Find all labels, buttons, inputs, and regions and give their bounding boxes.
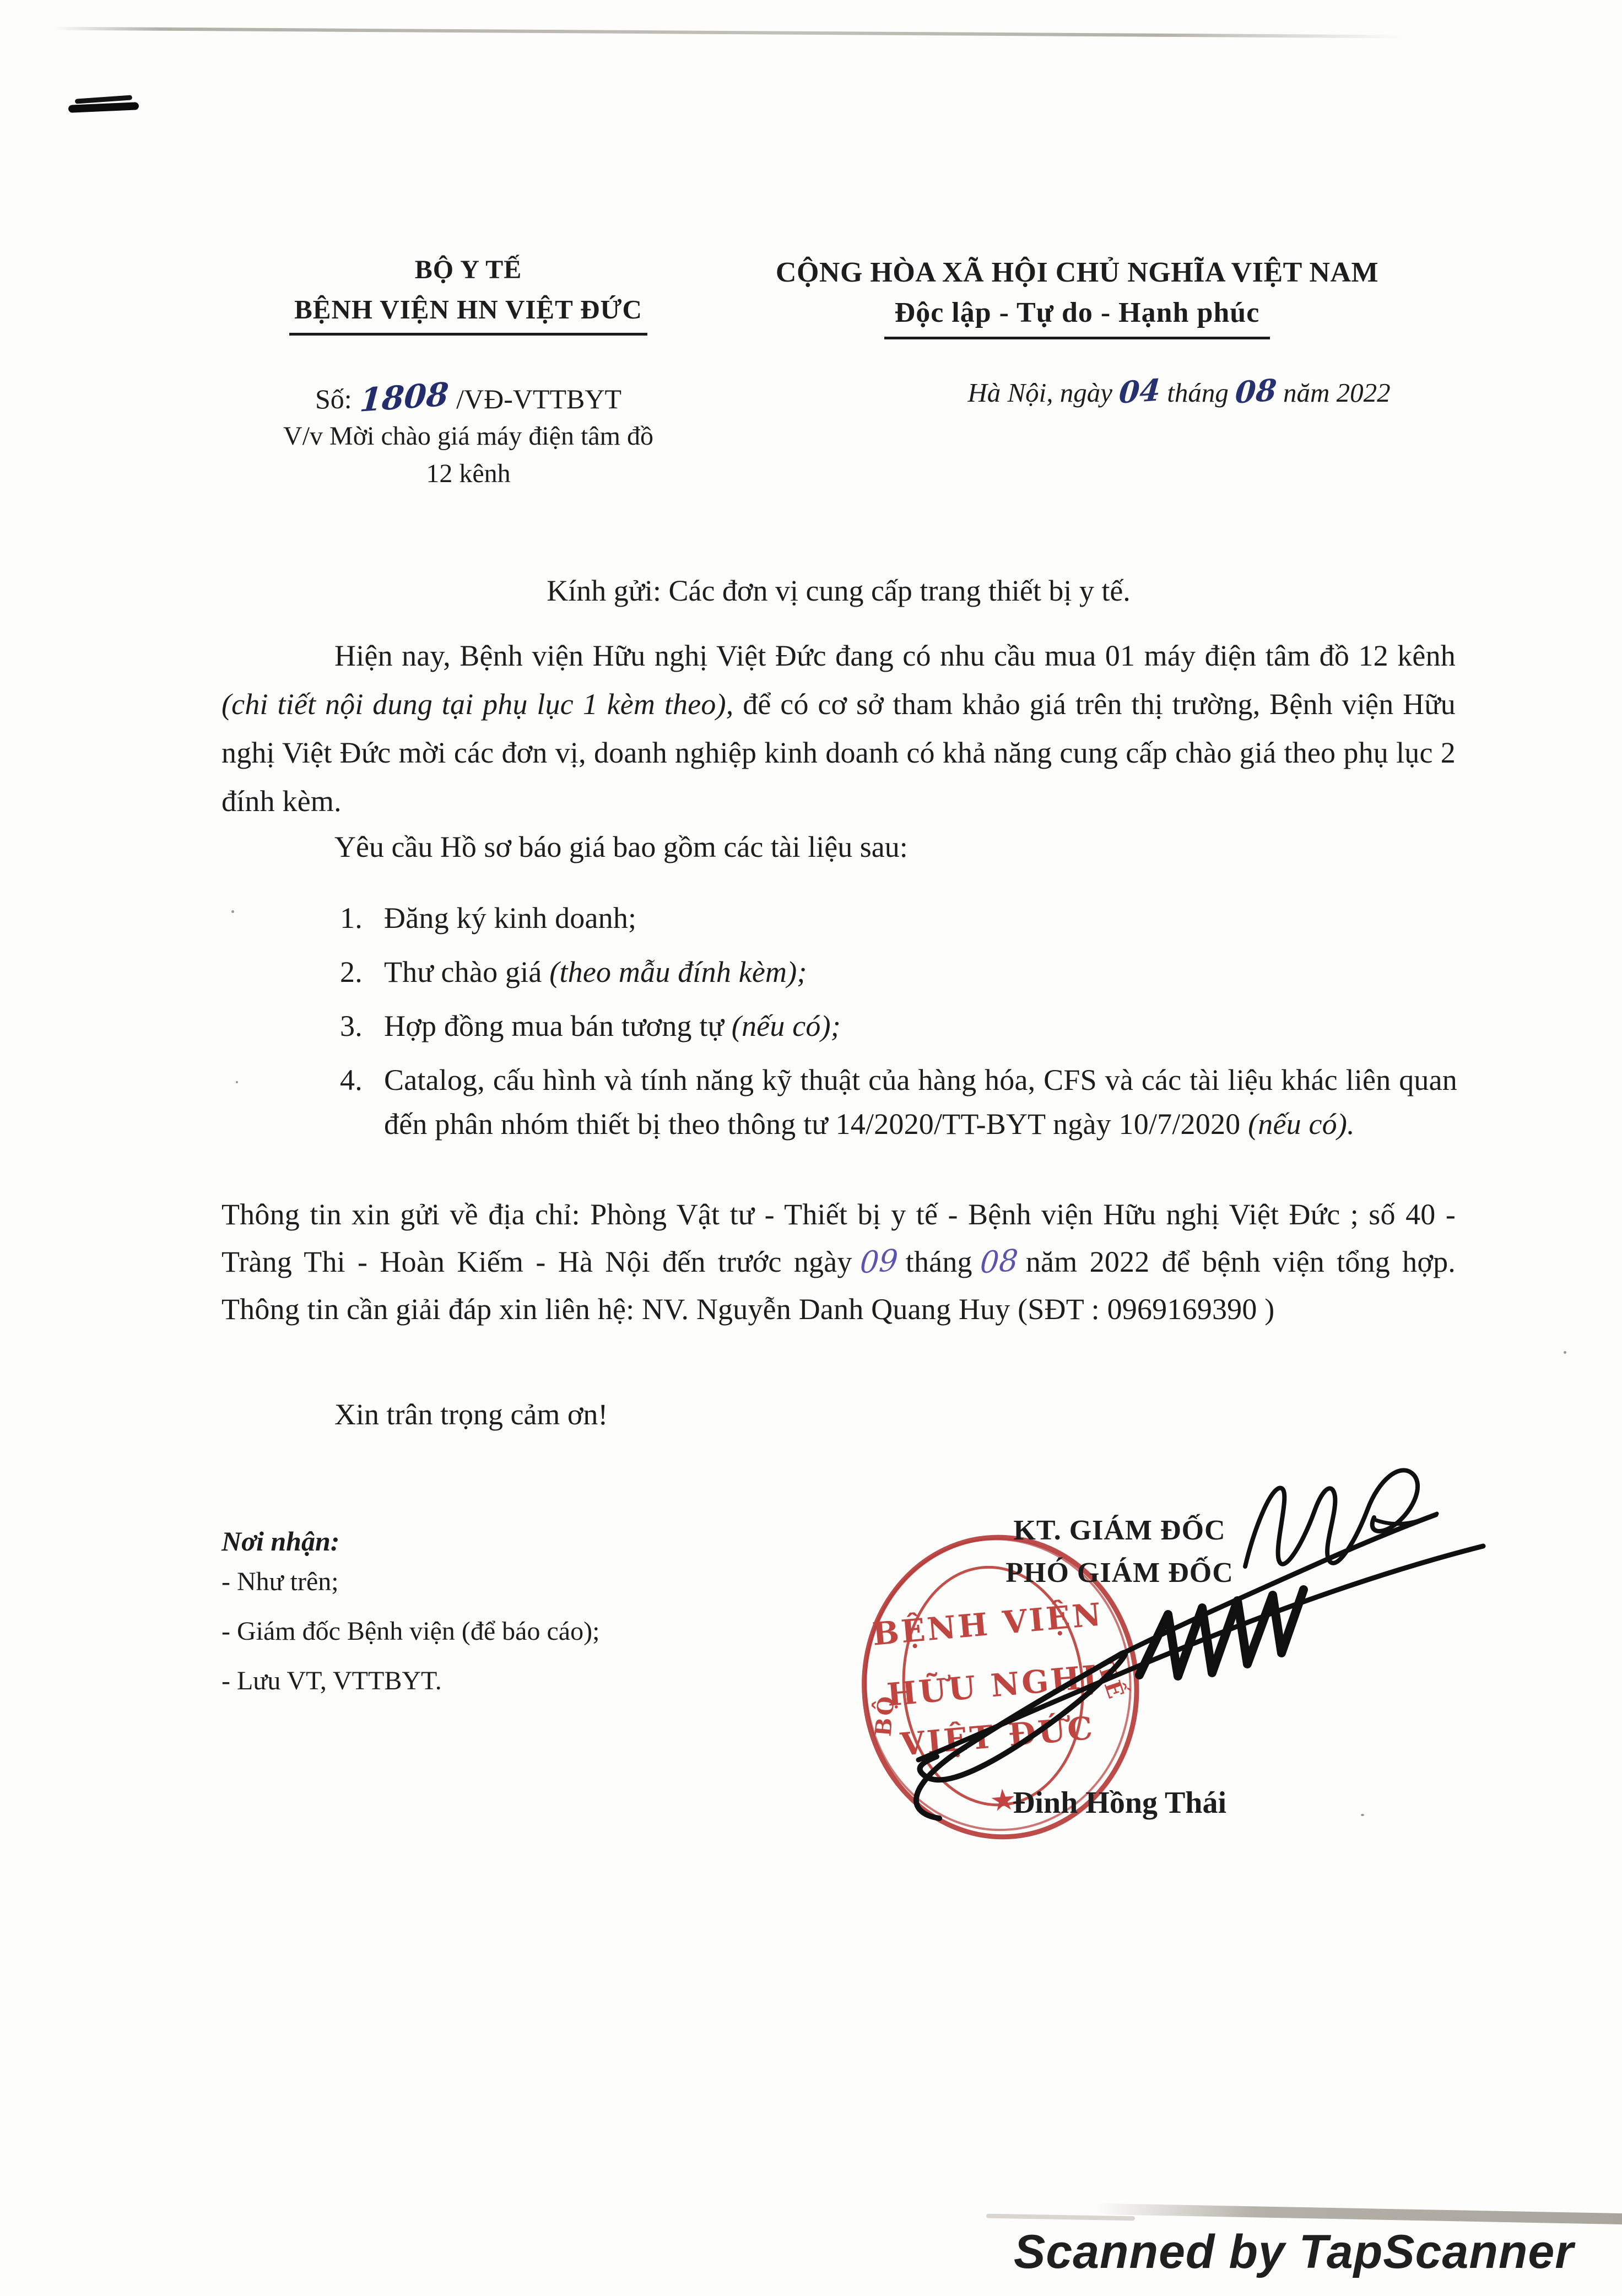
list-item-number: 3. xyxy=(340,1009,363,1042)
list-item xyxy=(340,950,1457,994)
recipients-block xyxy=(221,1525,717,1706)
paragraph-intro-text: Hiện nay, Bệnh viện Hữu nghị Việt Đức đang có nhu cầu mua 01 máy điện tâm đồ 12 kênh xyxy=(334,639,1456,672)
header-underline xyxy=(884,337,1270,339)
scan-edge-line xyxy=(52,27,1402,39)
doc-number-suffix: /VĐ-VTTBYT xyxy=(456,383,622,414)
paragraph-intro-italic: (chi tiết nội dung tại phụ lục 1 kèm theo), xyxy=(221,688,734,721)
date-suffix: năm 2022 xyxy=(1283,377,1391,408)
stamp-line-2: HỮU NGHỊ xyxy=(885,1658,1101,1714)
recipient-item: - Lưu VT, VTTBYT. xyxy=(221,1666,442,1695)
subject-line-2: 12 kênh xyxy=(426,459,511,488)
list-item-text: Hợp đồng mua bán tương tự xyxy=(384,1009,732,1042)
stamp-side-right: TẾ xyxy=(1093,1660,1130,1704)
page-edge-shadow xyxy=(986,2214,1135,2221)
list-item xyxy=(340,896,1457,940)
signature-ink xyxy=(837,1433,1510,1840)
stamp-line-1: BỆNH VIỆN xyxy=(871,1596,1105,1653)
list-item-italic: (theo mẫu đính kèm); xyxy=(549,955,807,988)
document-number-line xyxy=(231,375,705,419)
date-middle: tháng xyxy=(1167,377,1229,408)
signer-title-1: KT. GIÁM ĐỐC xyxy=(1013,1515,1226,1546)
month-handwritten: 08 xyxy=(1234,372,1278,410)
scan-speck xyxy=(1564,1351,1566,1354)
letterhead-issuer xyxy=(231,255,705,491)
letterhead-national xyxy=(711,256,1443,339)
stamp-line-3: VIỆT ĐỨC xyxy=(899,1709,1096,1763)
doc-number-label: Số: xyxy=(315,383,352,414)
list-item-text: Catalog, cấu hình và tính năng kỹ thuật của hàng hóa, CFS và các tài liệu khác liên quan đến phân nhóm thiết bị theo thông tư 14/2020/TT-BYT ngày 10/7/2020 xyxy=(384,1063,1457,1141)
national-title: CỘNG HÒA XÃ HỘI CHỦ NGHĨA VIỆT NAM xyxy=(775,257,1379,288)
paragraph-intro xyxy=(221,631,1456,825)
contact-text: tháng xyxy=(905,1245,972,1278)
requirements-list xyxy=(340,896,1457,1156)
doc-number-handwritten: 1808 xyxy=(358,375,450,419)
hospital-name: BỆNH VIỆN HN VIỆT ĐỨC xyxy=(294,294,642,325)
closing-line: Xin trân trọng cảm ơn! xyxy=(334,1398,608,1431)
contact-text: Thông tin xin gửi về địa chỉ: Phòng Vật tư - Thiết bị y tế - Bệnh viện Hữu nghị Việt Đức ; số 40 - Tràng Thi - Hoàn Kiếm - Hà Nội đến trước ngày xyxy=(221,1198,1456,1278)
ministry-name: BỘ Y TẾ xyxy=(414,255,522,284)
place-date-line xyxy=(898,374,1460,409)
page-edge-shadow xyxy=(1096,2203,1622,2224)
list-item-number: 2. xyxy=(340,955,363,988)
signer-name: Đinh Hồng Thái xyxy=(1012,1786,1227,1820)
subject-line-1: V/v Mời chào giá máy điện tâm đồ xyxy=(283,422,653,451)
recipients-label: Nơi nhận: xyxy=(221,1526,340,1557)
list-item xyxy=(340,1004,1457,1048)
list-item-number: 4. xyxy=(340,1063,363,1096)
signer-title-2: PHÓ GIÁM ĐỐC xyxy=(1005,1557,1234,1589)
paragraph-contact xyxy=(221,1191,1456,1333)
recipient-item: - Như trên; xyxy=(221,1567,339,1596)
list-item-text: Thư chào giá xyxy=(384,955,550,988)
list-item xyxy=(340,1058,1457,1146)
day-handwritten: 04 xyxy=(1117,372,1162,410)
national-motto: Độc lập - Tự do - Hạnh phúc xyxy=(894,297,1260,328)
requirements-intro: Yêu cầu Hồ sơ báo giá bao gồm các tài liệu sau: xyxy=(334,830,908,863)
scan-speck xyxy=(236,1081,238,1083)
list-item-number: 1. xyxy=(340,901,363,934)
list-item-text: Đăng ký kinh doanh; xyxy=(384,901,637,934)
date-prefix: Hà Nội, ngày xyxy=(967,377,1113,408)
signer-titles xyxy=(943,1514,1296,1589)
signature-zigzag xyxy=(1139,1590,1304,1676)
stamp-side-left: BỘ xyxy=(870,1693,900,1738)
header-underline xyxy=(289,333,647,336)
list-item-italic: (nếu có); xyxy=(731,1009,841,1042)
tapscanner-watermark: Scanned by TapScanner xyxy=(1014,2225,1574,2278)
paragraph-intro-text: để có cơ sở tham khảo giá trên thị trường, Bệnh viện Hữu nghị Việt Đức mời các đơn vị, doanh nghiệp kinh doanh có khả năng cung cấp chào giá theo phụ lục 2 đính kèm. xyxy=(221,688,1456,818)
salutation: Kính gửi: Các đơn vị cung cấp trang thiết bị y tế. xyxy=(547,574,1131,607)
stamp-star-icon: ★ xyxy=(988,1781,1018,1819)
list-item-italic: (nếu có). xyxy=(1248,1108,1355,1141)
recipient-item: - Giám đốc Bệnh viện (để báo cáo); xyxy=(221,1617,600,1646)
scan-speck xyxy=(231,910,234,913)
deadline-day-handwritten: 09 xyxy=(858,1242,899,1281)
contact-text: năm 2022 để bệnh viện tổng hợp. Thông tin cần giải đáp xin liên hệ: NV. Nguyễn Danh Quang Huy (SĐT : 0969169390 ) xyxy=(221,1245,1456,1326)
deadline-month-handwritten: 08 xyxy=(978,1242,1020,1281)
